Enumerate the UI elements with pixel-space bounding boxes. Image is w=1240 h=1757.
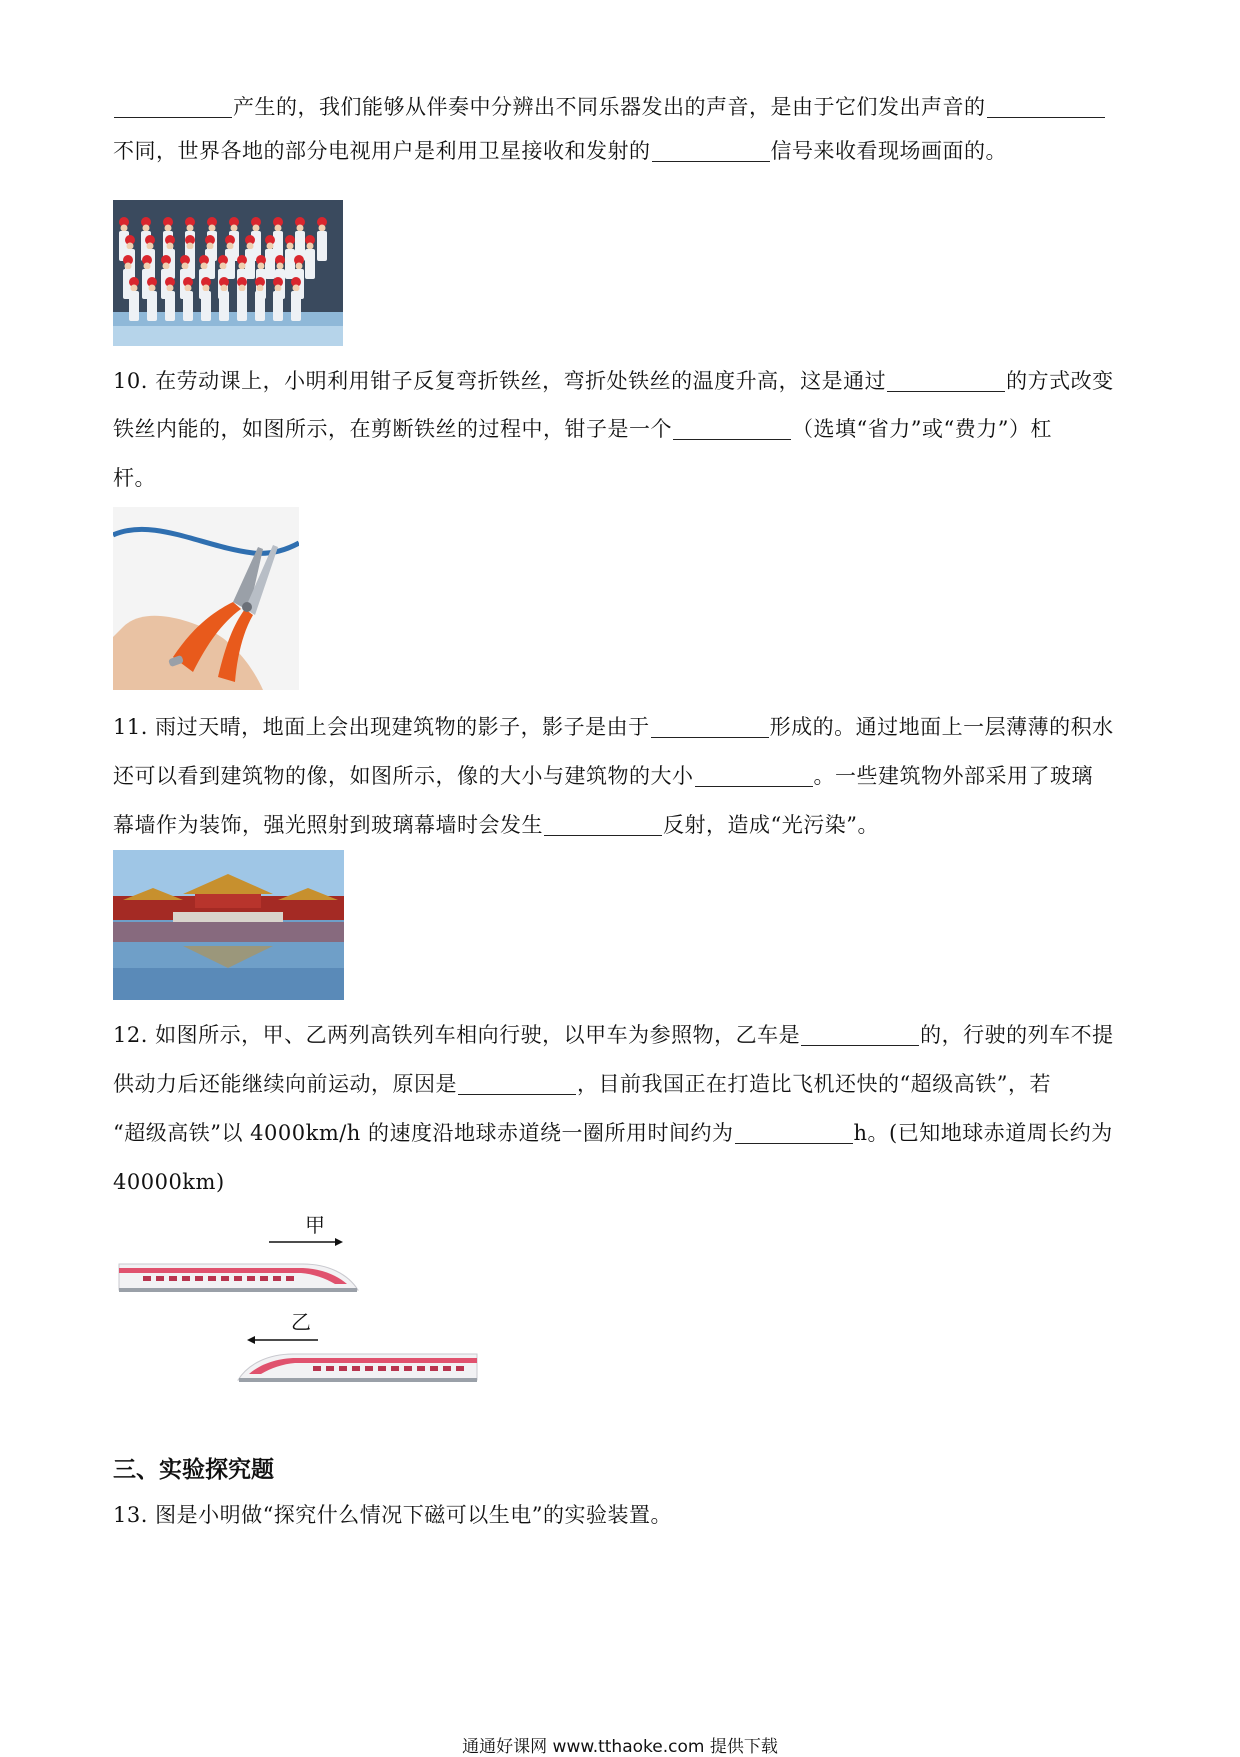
child-face	[147, 243, 154, 250]
child-body	[183, 291, 193, 321]
child-face	[275, 225, 282, 232]
train-window	[365, 1366, 373, 1371]
child-body	[291, 291, 301, 321]
train-window	[169, 1276, 177, 1281]
child-face	[239, 263, 246, 270]
child-face	[167, 243, 174, 250]
child-body	[219, 291, 229, 321]
child-face	[209, 225, 216, 232]
q11-line-1	[113, 712, 1133, 742]
palace-illustration	[113, 850, 344, 1000]
child-face	[185, 285, 192, 292]
answer-blank[interactable]	[673, 417, 791, 440]
q11-text: 11. 雨过天晴，地面上会出现建筑物的影子，影子是由于	[113, 715, 650, 739]
child-face	[121, 225, 128, 232]
child-face	[231, 225, 238, 232]
q12-text: 的，行驶的列车不提	[920, 1023, 1114, 1047]
q12-line-3	[113, 1118, 1133, 1148]
child-body	[255, 291, 265, 321]
child-face	[247, 243, 254, 250]
train-window	[182, 1276, 190, 1281]
child-body	[201, 291, 211, 321]
q10-text: 的方式改变	[1006, 369, 1114, 393]
q10-text: 杆。	[113, 466, 156, 490]
q11-text: 反射，造成“光污染”。	[663, 813, 879, 837]
q12-text: 40000km)	[113, 1170, 225, 1194]
child-face	[257, 285, 264, 292]
trains-diagram	[113, 1212, 483, 1382]
q10-line-1	[113, 366, 1133, 396]
q11-text: 还可以看到建筑物的像，如图所示，像的大小与建筑物的大小	[113, 764, 694, 788]
child-face	[253, 225, 260, 232]
answer-blank[interactable]	[544, 813, 662, 836]
train-window	[339, 1366, 347, 1371]
train-a	[119, 1264, 358, 1292]
train-window	[326, 1366, 334, 1371]
train-window	[195, 1276, 203, 1281]
train-window	[286, 1276, 294, 1281]
child-face	[187, 225, 194, 232]
q9-line-1	[113, 92, 1133, 122]
choir-illustration	[113, 200, 343, 346]
palace-reflection-photo	[113, 850, 344, 1000]
q11-line-2	[113, 761, 1133, 791]
child-face	[165, 225, 172, 232]
train-window	[247, 1276, 255, 1281]
train-window	[234, 1276, 242, 1281]
child-body	[129, 291, 139, 321]
q12-text: “超级高铁”以 4000km/h 的速度沿地球赤道绕一圈所用时间约为	[113, 1121, 734, 1145]
child-body	[165, 291, 175, 321]
child-body	[285, 249, 295, 279]
q9-text: 不同，世界各地的部分电视用户是利用卫星接收和发射的	[113, 139, 651, 163]
train-window	[430, 1366, 438, 1371]
answer-blank[interactable]	[887, 369, 1005, 392]
train-window	[208, 1276, 216, 1281]
q11-text: 形成的。通过地面上一层薄薄的积水	[769, 715, 1114, 739]
child-face	[275, 285, 282, 292]
train-window	[456, 1366, 464, 1371]
child-face	[287, 243, 294, 250]
q13-line-1	[113, 1500, 1133, 1530]
child-body	[265, 249, 275, 279]
child-face	[258, 263, 265, 270]
child-face	[277, 263, 284, 270]
train-b	[238, 1354, 477, 1382]
q12-text: 供动力后还能继续向前运动，原因是	[113, 1072, 457, 1096]
train-window	[391, 1366, 399, 1371]
child-face	[149, 285, 156, 292]
q12-line-2	[113, 1069, 1133, 1099]
child-body	[237, 291, 247, 321]
answer-blank[interactable]	[652, 139, 770, 162]
answer-blank[interactable]	[114, 95, 232, 118]
q12-line-1	[113, 1020, 1133, 1050]
child-face	[297, 225, 304, 232]
q10-line-3	[113, 463, 1133, 493]
answer-blank[interactable]	[458, 1072, 576, 1095]
child-face	[239, 285, 246, 292]
train-window	[417, 1366, 425, 1371]
train-window	[443, 1366, 451, 1371]
train-window	[143, 1276, 151, 1281]
answer-blank[interactable]	[735, 1121, 853, 1144]
child-face	[207, 243, 214, 250]
child-face	[187, 243, 194, 250]
q12-text: 12. 如图所示，甲、乙两列高铁列车相向行驶，以甲车为参照物，乙车是	[113, 1023, 801, 1047]
q9-text: 信号来收看现场画面的。	[770, 139, 1007, 163]
child-face	[131, 285, 138, 292]
train-window	[156, 1276, 164, 1281]
train-b-label: 乙	[291, 1310, 311, 1334]
q11-text: 。一些建筑物外部采用了玻璃	[813, 764, 1093, 788]
child-face	[125, 263, 132, 270]
q10-text: 10. 在劳动课上，小明利用钳子反复弯折铁丝，弯折处铁丝的温度升高，这是通过	[113, 369, 887, 393]
q11-text: 幕墙作为装饰，强光照射到玻璃幕墙时会发生	[113, 813, 543, 837]
child-face	[203, 285, 210, 292]
child-face	[307, 243, 314, 250]
q10-text: （选填“省力”或“费力”）杠	[792, 417, 1052, 441]
train-window	[404, 1366, 412, 1371]
choir-photo	[113, 200, 343, 346]
child-face	[319, 225, 326, 232]
answer-blank[interactable]	[651, 715, 769, 738]
train-window	[260, 1276, 268, 1281]
child-body	[317, 231, 327, 261]
child-face	[127, 243, 134, 250]
q10-line-2	[113, 414, 1133, 444]
train-window	[273, 1276, 281, 1281]
section-heading: 三、实验探究题	[113, 1457, 274, 1483]
child-face	[296, 263, 303, 270]
page-footer: 通通好课网 www.tthaoke.com 提供下载	[462, 1737, 778, 1757]
q9-line-2	[113, 136, 1133, 166]
answer-blank[interactable]	[801, 1023, 919, 1046]
answer-blank[interactable]	[695, 764, 813, 787]
child-face	[182, 263, 189, 270]
child-face	[143, 225, 150, 232]
child-body	[305, 249, 315, 279]
train-window	[352, 1366, 360, 1371]
child-face	[167, 285, 174, 292]
q9-text: 产生的，我们能够从伴奏中分辨出不同乐器发出的声音，是由于它们发出声音的	[233, 95, 986, 119]
train-window	[313, 1366, 321, 1371]
q10-text: 铁丝内能的，如图所示，在剪断铁丝的过程中，钳子是一个	[113, 417, 672, 441]
child-face	[144, 263, 151, 270]
child-face	[293, 285, 300, 292]
answer-blank[interactable]	[987, 95, 1105, 118]
q11-line-3	[113, 810, 1133, 840]
child-face	[201, 263, 208, 270]
train-a-label: 甲	[305, 1213, 325, 1237]
train-window	[221, 1276, 229, 1281]
child-body	[273, 291, 283, 321]
q12-text: h。(已知地球赤道周长约为	[853, 1121, 1113, 1145]
child-face	[220, 263, 227, 270]
train-window	[378, 1366, 386, 1371]
q12-text: ，目前我国正在打造比飞机还快的“超级高铁”，若	[577, 1072, 1051, 1096]
q12-line-4	[113, 1167, 1133, 1197]
child-face	[267, 243, 274, 250]
child-face	[221, 285, 228, 292]
child-face	[163, 263, 170, 270]
q13-text: 13. 图是小明做“探究什么情况下磁可以生电”的实验装置。	[113, 1503, 673, 1527]
pliers-photo	[113, 507, 299, 690]
child-face	[227, 243, 234, 250]
child-body	[147, 291, 157, 321]
trains-illustration	[113, 1212, 483, 1382]
pliers-illustration	[113, 507, 299, 690]
